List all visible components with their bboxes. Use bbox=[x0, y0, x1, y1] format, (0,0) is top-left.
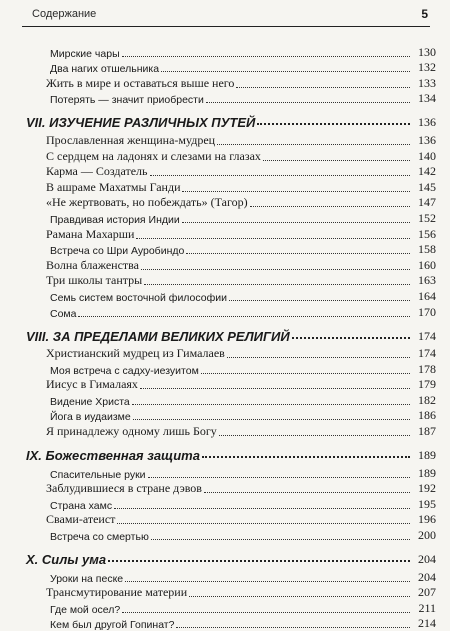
dot-leader bbox=[140, 388, 410, 389]
dot-leader bbox=[229, 300, 410, 301]
entry-title: Три школы тантры bbox=[46, 273, 143, 288]
entry-page-number: 204 bbox=[418, 552, 436, 567]
table-of-contents bbox=[26, 44, 436, 631]
entry-title: Два нагих отшельника bbox=[50, 63, 160, 76]
toc-entry bbox=[36, 164, 436, 180]
entry-title: Где мой осел? bbox=[50, 603, 121, 616]
dot-leader bbox=[201, 373, 410, 374]
entry-page-number: 195 bbox=[418, 496, 436, 511]
entry-title: Встреча со смертью bbox=[50, 531, 149, 544]
toc-entry bbox=[36, 392, 436, 408]
dot-leader bbox=[182, 222, 410, 223]
entry-page-number: 187 bbox=[418, 424, 436, 439]
dot-leader bbox=[150, 175, 410, 176]
entry-page-number: 189 bbox=[418, 448, 436, 463]
entry-page-number: 174 bbox=[418, 346, 436, 361]
dot-leader bbox=[204, 492, 410, 493]
entry-page-number: 192 bbox=[418, 481, 436, 496]
dot-leader bbox=[125, 581, 410, 582]
toc-entry bbox=[36, 210, 436, 226]
dot-leader bbox=[78, 316, 410, 317]
entry-title: Йога в иудаизме bbox=[50, 411, 131, 424]
toc-entry bbox=[36, 257, 436, 273]
toc-entry bbox=[36, 179, 436, 195]
entry-title: В ашраме Махатмы Ганди bbox=[46, 179, 181, 194]
entry-page-number: 147 bbox=[418, 195, 436, 210]
dot-leader bbox=[132, 404, 410, 405]
entry-page-number: 186 bbox=[418, 408, 436, 423]
entry-title: Сома bbox=[50, 307, 77, 320]
toc-entry bbox=[36, 75, 436, 91]
dot-leader bbox=[217, 144, 410, 145]
chapter-title: X. Силы ума bbox=[26, 552, 107, 568]
entry-page-number: 164 bbox=[418, 288, 436, 303]
entry-title: Свами-атеист bbox=[46, 512, 116, 527]
entry-title: Рамана Махарши bbox=[46, 226, 135, 241]
entry-title: «Не жертвовать, но побеждать» (Тагор) bbox=[46, 195, 248, 210]
page-header bbox=[22, 6, 430, 27]
toc-entry bbox=[36, 361, 436, 377]
chapter-title: IX. Божественная защита bbox=[26, 448, 200, 464]
entry-title: Правдивая история Индии bbox=[50, 213, 180, 226]
entry-title: Спасительные руки bbox=[50, 468, 146, 481]
toc-entry bbox=[36, 527, 436, 543]
entry-page-number: 132 bbox=[418, 60, 436, 75]
entry-title: Заблудившиеся в стране дэвов bbox=[46, 481, 202, 496]
entry-title: Мирские чары bbox=[50, 47, 120, 60]
entry-page-number: 136 bbox=[418, 115, 436, 130]
entry-page-number: 134 bbox=[418, 91, 436, 106]
toc-entry bbox=[36, 273, 436, 289]
dot-leader bbox=[148, 477, 410, 478]
entry-title: Страна хамс bbox=[50, 499, 113, 512]
entry-title: Христианский мудрец из Гималаев bbox=[46, 346, 225, 361]
dot-leader bbox=[219, 435, 410, 436]
toc-entry bbox=[36, 569, 436, 585]
entry-page-number: 174 bbox=[418, 328, 436, 343]
toc-entry bbox=[36, 288, 436, 304]
dot-leader bbox=[108, 560, 410, 562]
toc-chapter-heading bbox=[26, 109, 436, 130]
dot-leader bbox=[189, 596, 410, 597]
entry-page-number: 130 bbox=[418, 44, 436, 59]
dot-leader bbox=[161, 71, 410, 72]
toc-chapter-heading bbox=[26, 546, 436, 567]
dot-leader bbox=[151, 539, 410, 540]
entry-page-number: 204 bbox=[418, 569, 436, 584]
toc-entry bbox=[36, 195, 436, 211]
entry-title: Волна блаженства bbox=[46, 257, 139, 272]
entry-page-number: 160 bbox=[418, 257, 436, 272]
entry-page-number: 156 bbox=[418, 226, 436, 241]
entry-page-number: 211 bbox=[418, 600, 436, 615]
dot-leader bbox=[114, 508, 410, 509]
dot-leader bbox=[182, 191, 410, 192]
toc-entry bbox=[36, 377, 436, 393]
entry-page-number: 189 bbox=[418, 465, 436, 480]
dot-leader bbox=[263, 160, 410, 161]
entry-page-number: 207 bbox=[418, 585, 436, 600]
entry-page-number: 158 bbox=[418, 242, 436, 257]
dot-leader bbox=[186, 253, 410, 254]
toc-entry bbox=[36, 132, 436, 148]
entry-title: Жить в мире и оставаться выше него bbox=[46, 75, 235, 90]
entry-page-number: 170 bbox=[418, 304, 436, 319]
dot-leader bbox=[144, 284, 410, 285]
dot-leader bbox=[122, 56, 410, 57]
toc-entry bbox=[36, 496, 436, 512]
entry-title: Встреча со Шри Ауробиндо bbox=[50, 245, 185, 258]
toc-entry bbox=[36, 346, 436, 362]
page-number: 5 bbox=[421, 7, 428, 21]
entry-page-number: 133 bbox=[418, 75, 436, 90]
entry-title: С сердцем на ладонях и слезами на глазах bbox=[46, 148, 261, 163]
entry-page-number: 182 bbox=[418, 392, 436, 407]
toc-chapter-heading bbox=[26, 323, 436, 344]
entry-page-number: 178 bbox=[418, 361, 436, 376]
dot-leader bbox=[176, 627, 410, 628]
toc-entry bbox=[36, 585, 436, 601]
toc-entry bbox=[36, 481, 436, 497]
dot-leader bbox=[227, 357, 410, 358]
entry-page-number: 140 bbox=[418, 148, 436, 163]
toc-entry bbox=[36, 423, 436, 439]
toc-entry bbox=[36, 465, 436, 481]
dot-leader bbox=[250, 206, 410, 207]
entry-page-number: 152 bbox=[418, 210, 436, 225]
entry-page-number: 179 bbox=[418, 377, 436, 392]
running-header-title: Содержание bbox=[32, 8, 97, 20]
chapter-title: VII. ИЗУЧЕНИЕ РАЗЛИЧНЫХ ПУТЕЙ bbox=[26, 115, 256, 131]
dot-leader bbox=[136, 238, 410, 239]
entry-page-number: 145 bbox=[418, 179, 436, 194]
entry-title: Потерять — значит приобрести bbox=[50, 94, 204, 107]
entry-title: Я принадлежу одному лишь Богу bbox=[46, 424, 217, 439]
entry-title: Прославленная женщина-мудрец bbox=[46, 132, 216, 147]
entry-title: Семь систем восточной философии bbox=[50, 291, 227, 304]
entry-page-number: 136 bbox=[418, 132, 436, 147]
toc-entry bbox=[36, 60, 436, 76]
entry-page-number: 163 bbox=[418, 273, 436, 288]
entry-title: Уроки на песке bbox=[50, 572, 124, 585]
entry-title: Трансмутирование материи bbox=[46, 585, 188, 600]
dot-leader bbox=[206, 102, 410, 103]
toc-entry bbox=[36, 148, 436, 164]
entry-page-number: 214 bbox=[418, 616, 436, 631]
dot-leader bbox=[236, 87, 410, 88]
entry-title: Кем был другой Гопинат? bbox=[50, 619, 175, 631]
toc-entry bbox=[36, 226, 436, 242]
dot-leader bbox=[257, 123, 410, 125]
entry-title: Иисус в Гималаях bbox=[46, 377, 138, 392]
dot-leader bbox=[133, 419, 410, 420]
entry-title: Видение Христа bbox=[50, 395, 130, 408]
chapter-title: VIII. ЗА ПРЕДЕЛАМИ ВЕЛИКИХ РЕЛИГИЙ bbox=[26, 328, 290, 344]
toc-entry bbox=[36, 304, 436, 320]
dot-leader bbox=[202, 456, 410, 458]
dot-leader bbox=[292, 337, 410, 339]
dot-leader bbox=[122, 612, 410, 613]
entry-title: Карма — Создатель bbox=[46, 164, 148, 179]
toc-entry bbox=[36, 408, 436, 424]
toc-entry bbox=[36, 91, 436, 107]
toc-entry bbox=[36, 44, 436, 60]
dot-leader bbox=[117, 523, 410, 524]
entry-page-number: 200 bbox=[418, 528, 436, 543]
entry-page-number: 196 bbox=[418, 512, 436, 527]
dot-leader bbox=[141, 269, 410, 270]
toc-entry bbox=[36, 512, 436, 528]
toc-entry bbox=[36, 242, 436, 258]
toc-entry bbox=[36, 600, 436, 616]
entry-page-number: 142 bbox=[418, 164, 436, 179]
toc-entry bbox=[36, 616, 436, 631]
entry-title: Моя встреча с садху-иезуитом bbox=[50, 364, 199, 377]
toc-chapter-heading bbox=[26, 442, 436, 463]
